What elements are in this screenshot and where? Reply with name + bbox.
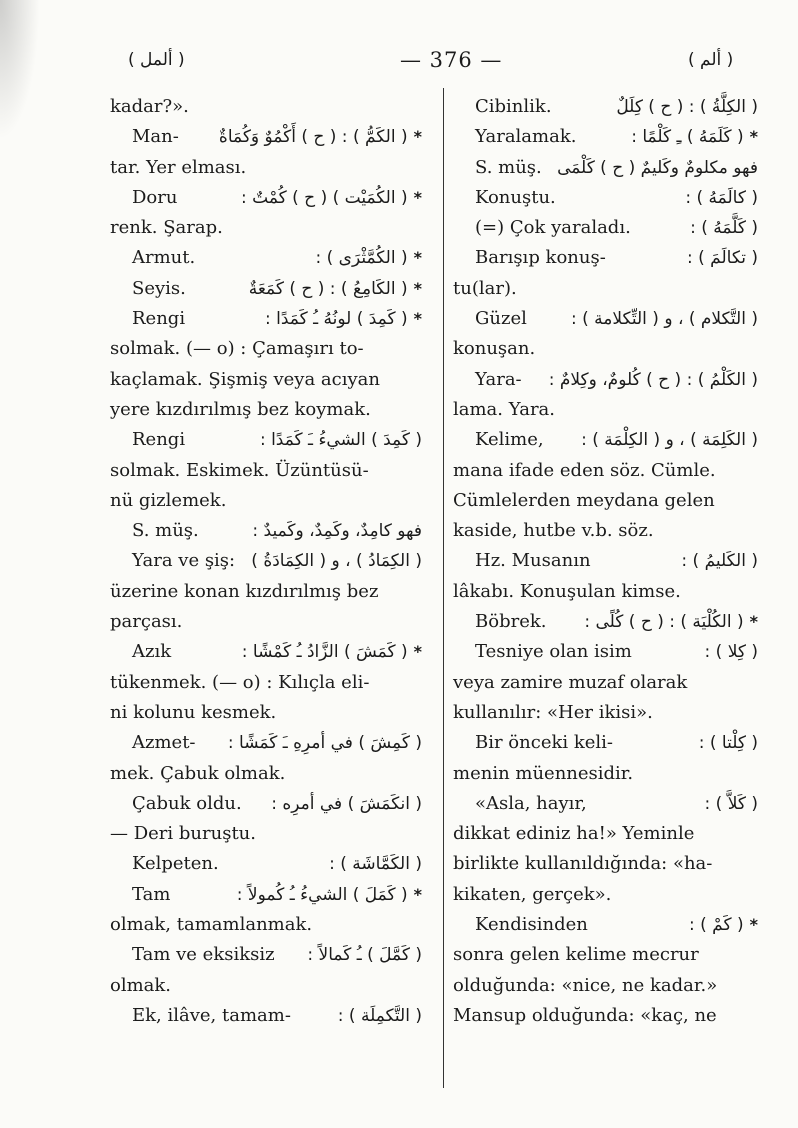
root-marker-icon: * — [413, 187, 422, 207]
turkish-text: kaçlamak. Şişmiş veya acıyan — [110, 368, 380, 390]
arabic-headword: ( كَلاَّ ) : — [704, 793, 758, 814]
root-marker-icon: * — [413, 278, 422, 298]
turkish-text: Bir önceki keli- — [475, 732, 614, 754]
dictionary-line — [110, 728, 422, 758]
turkish-text: Tesniye olan isim — [475, 641, 632, 663]
turkish-text: tükenmek. (— o) : Kılıçla eli- — [110, 671, 370, 693]
turkish-text: olmak. — [110, 974, 172, 996]
header-left-entry: ( ألمل ) — [128, 50, 185, 70]
dictionary-line — [453, 728, 758, 758]
turkish-text: Çabuk oldu. — [132, 792, 242, 814]
dictionary-line — [453, 486, 758, 516]
dictionary-line — [453, 92, 758, 122]
turkish-text: Yara- — [475, 368, 522, 390]
turkish-text: S. müş. — [475, 156, 542, 178]
dictionary-line — [453, 577, 758, 607]
turkish-text: Ek, ilâve, tamam- — [132, 1004, 291, 1026]
dictionary-line — [453, 365, 758, 395]
arabic-headword: ( الكَلِمَة ) ، و ( الكِلْمَة ) : — [581, 430, 758, 451]
root-marker-icon: * — [413, 884, 422, 904]
arabic-headword: ( كَمِدَ ) لونُهُ ـُ كَمَدًا : — [265, 309, 408, 330]
dictionary-line — [453, 425, 758, 455]
root-marker-icon: * — [413, 309, 422, 329]
turkish-text: nü gizlemek. — [110, 489, 227, 511]
turkish-text: Man- — [132, 126, 179, 148]
dictionary-line — [453, 607, 758, 637]
dictionary-line — [453, 789, 758, 819]
root-marker-icon: * — [749, 127, 758, 147]
arabic-headword: ( الكُمَّثْرَى ) : — [315, 248, 408, 269]
root-marker-icon: * — [749, 915, 758, 935]
dictionary-line — [110, 486, 422, 516]
turkish-text: Seyis. — [132, 277, 186, 299]
dictionary-line — [453, 698, 758, 728]
turkish-text: dikkat ediniz ha!» Yeminle — [453, 823, 695, 845]
turkish-text: kadar?». — [110, 96, 189, 117]
arabic-headword: فهو مكلومٌ وكَليمٌ ( ح ) كَلْمَى — [557, 157, 758, 178]
dictionary-line — [453, 668, 758, 698]
turkish-text: «Asla, hayır, — [475, 792, 587, 814]
arabic-headword: ( التَّكمِلَة ) : — [337, 1005, 422, 1026]
turkish-text: mana ifade eden söz. Cümle. — [453, 459, 716, 481]
turkish-text: kikaten, gerçek». — [453, 883, 612, 905]
dictionary-line — [110, 971, 422, 1001]
turkish-text: olmak, tamamlanmak. — [110, 914, 313, 936]
dictionary-line — [453, 274, 758, 304]
arabic-headword: ( الكَامِعُ ) : ( ح ) كَمَعَةٌ — [248, 278, 408, 299]
dictionary-line — [110, 698, 422, 728]
left-column — [110, 92, 422, 1031]
arabic-headword: ( كَلَمَهُ ) ـِ كَلْمًا : — [631, 127, 744, 148]
dictionary-line — [110, 546, 422, 576]
turkish-text: Tam — [132, 883, 171, 905]
dictionary-line — [110, 668, 422, 698]
turkish-text: kaside, hutbe v.b. söz. — [453, 520, 654, 542]
column-divider — [443, 88, 444, 1088]
dictionary-line — [110, 213, 422, 243]
dictionary-line — [453, 880, 758, 910]
dictionary-line — [453, 1001, 758, 1031]
dictionary-line — [110, 577, 422, 607]
turkish-text: Kelpeten. — [132, 853, 219, 875]
turkish-text: Cibinlik. — [475, 96, 552, 117]
page-header — [0, 50, 798, 80]
turkish-text: Armut. — [132, 247, 196, 269]
dictionary-line — [453, 759, 758, 789]
arabic-headword: ( الكَمَّاشَة ) : — [329, 854, 422, 875]
turkish-text: — Deri buruştu. — [110, 823, 256, 845]
right-column — [453, 92, 758, 1031]
dictionary-line — [453, 304, 758, 334]
turkish-text: sonra gelen kelime mecrur — [453, 944, 699, 966]
arabic-headword: فهو كامِدٌ، وكَمِدٌ، وكَميدٌ : — [252, 521, 422, 542]
dictionary-line — [453, 456, 758, 486]
turkish-text: S. müş. — [132, 520, 199, 542]
dictionary-line — [453, 122, 758, 152]
dictionary-line — [453, 243, 758, 273]
page-number: — 376 — — [400, 48, 503, 72]
dictionary-line — [453, 334, 758, 364]
arabic-headword: ( كَمَشَ ) الزَّادُ ـُ كَمْشًا : — [241, 642, 408, 663]
dictionary-line — [453, 183, 758, 213]
arabic-headword: ( كَمَلَ ) الشيءُ ـُ كُمولاً : — [236, 884, 408, 905]
turkish-text: Rengi — [132, 308, 186, 330]
turkish-text: konuşan. — [453, 338, 536, 360]
turkish-text: Tam ve eksiksiz — [132, 944, 275, 966]
arabic-headword: ( التَّكلام ) ، و ( التِّكلامة ) : — [570, 309, 758, 330]
arabic-headword: ( كِلا ) : — [704, 642, 758, 663]
turkish-text: Rengi — [132, 429, 186, 451]
dictionary-line — [110, 153, 422, 183]
dictionary-line — [110, 607, 422, 637]
dictionary-line — [110, 274, 422, 304]
arabic-headword: ( انكَمَشَ ) في أمرِه : — [271, 793, 422, 814]
turkish-text: lâkabı. Konuşulan kimse. — [453, 580, 681, 602]
root-marker-icon: * — [749, 612, 758, 632]
turkish-text: Cümlelerden meydana gelen — [453, 489, 715, 511]
turkish-text: parçası. — [110, 611, 183, 633]
arabic-headword: ( كالَمَهُ ) : — [685, 187, 758, 208]
dictionary-line — [110, 789, 422, 819]
arabic-headword: ( الكَليمُ ) : — [681, 551, 758, 572]
turkish-text: Yaralamak. — [475, 126, 577, 148]
turkish-text: Kelime, — [475, 429, 544, 451]
turkish-text: tu(lar). — [453, 277, 517, 299]
turkish-text: Böbrek. — [475, 611, 547, 633]
turkish-text: yere kızdırılmış bez koymak. — [110, 398, 371, 420]
arabic-headword: ( كَمِشَ ) في أمرِهِ ـَ كَمَشًا : — [227, 733, 422, 754]
arabic-headword: ( الكَلْمُ ) : ( ح ) كُلومٌ، وكِلامٌ : — [548, 369, 758, 390]
arabic-headword: ( كَمْ ) : — [689, 915, 744, 936]
turkish-text: tar. Yer elması. — [110, 156, 247, 178]
arabic-headword: ( كَمِدَ ) الشيءُ ـَ كَمَدًا : — [259, 430, 422, 451]
turkish-text: kullanılır: «Her ikisi». — [453, 701, 653, 723]
dictionary-line — [110, 819, 422, 849]
dictionary-line — [110, 425, 422, 455]
turkish-text: Kendisinden — [475, 914, 588, 936]
dictionary-line — [110, 92, 422, 122]
arabic-headword: ( الكَمُّ ) : ( ح ) أَكْمُوٌ وَكُمَاةٌ — [218, 127, 408, 148]
turkish-text: solmak. (— o) : Çamaşırı to- — [110, 338, 364, 360]
turkish-text: Azık — [132, 641, 172, 663]
dictionary-line — [110, 849, 422, 879]
header-right-entry: ( ألم ) — [688, 50, 734, 70]
root-marker-icon: * — [413, 642, 422, 662]
dictionary-line — [110, 910, 422, 940]
dictionary-line — [110, 940, 422, 970]
dictionary-line — [110, 637, 422, 667]
turkish-text: Azmet- — [132, 732, 196, 754]
dictionary-line — [110, 304, 422, 334]
turkish-text: (=) Çok yaraladı. — [475, 217, 631, 239]
arabic-headword: ( الكِمَادُ ) ، و ( الكِمَادَةُ ) — [251, 551, 422, 572]
turkish-text: menin müennesidir. — [453, 762, 634, 784]
turkish-text: Doru — [132, 186, 178, 208]
dictionary-line — [110, 243, 422, 273]
turkish-text: Konuştu. — [475, 186, 556, 208]
dictionary-line — [110, 183, 422, 213]
turkish-text: olduğunda: «nice, ne kadar.» — [453, 974, 718, 996]
turkish-text: Barışıp konuş- — [475, 247, 606, 269]
turkish-text: lama. Yara. — [453, 398, 556, 420]
dictionary-line — [453, 819, 758, 849]
arabic-headword: ( الكُلْيَة ) : ( ح ) كُلًى : — [584, 612, 744, 633]
turkish-text: birlikte kullanıldığında: «ha- — [453, 853, 713, 875]
dictionary-line — [453, 849, 758, 879]
turkish-text: mek. Çabuk olmak. — [110, 762, 286, 784]
dictionary-line — [110, 880, 422, 910]
root-marker-icon: * — [413, 127, 422, 147]
dictionary-line — [110, 395, 422, 425]
dictionary-line — [110, 334, 422, 364]
turkish-text: Mansup olduğunda: «kaç, ne — [453, 1004, 717, 1026]
dictionary-line — [453, 153, 758, 183]
turkish-text: veya zamire muzaf olarak — [453, 671, 688, 693]
dictionary-line — [110, 1001, 422, 1031]
turkish-text: Yara ve şiş: — [132, 550, 236, 572]
dictionary-line — [110, 365, 422, 395]
arabic-headword: ( كَمَّلَ ) ـُ كَمالاً : — [307, 945, 422, 966]
turkish-text: solmak. Eskimek. Üzüntüsü- — [110, 459, 369, 481]
turkish-text: renk. Şarap. — [110, 217, 223, 239]
dictionary-line — [453, 516, 758, 546]
dictionary-line — [453, 971, 758, 1001]
dictionary-line — [110, 759, 422, 789]
dictionary-line — [453, 546, 758, 576]
turkish-text: ni kolunu kesmek. — [110, 701, 277, 723]
dictionary-line — [453, 940, 758, 970]
dictionary-line — [110, 122, 422, 152]
turkish-text: Güzel — [475, 308, 527, 330]
arabic-headword: ( كَلَّمَهُ ) : — [690, 218, 758, 239]
arabic-headword: ( الكُمَيْت ) ( ح ) كُمْتٌ : — [241, 187, 408, 208]
dictionary-line — [453, 213, 758, 243]
turkish-text: Hz. Musanın — [475, 550, 591, 572]
arabic-headword: ( كِلْتا ) : — [698, 733, 758, 754]
arabic-headword: ( الكِلَّةُ ) : ( ح ) كِلَلٌ — [616, 97, 758, 117]
dictionary-line — [110, 516, 422, 546]
root-marker-icon: * — [413, 248, 422, 268]
dictionary-line — [110, 456, 422, 486]
dictionary-line — [453, 637, 758, 667]
dictionary-line — [453, 395, 758, 425]
turkish-text: üzerine konan kızdırılmış bez — [110, 580, 379, 602]
dictionary-line — [453, 910, 758, 940]
arabic-headword: ( تكالَمَ ) : — [687, 248, 758, 269]
